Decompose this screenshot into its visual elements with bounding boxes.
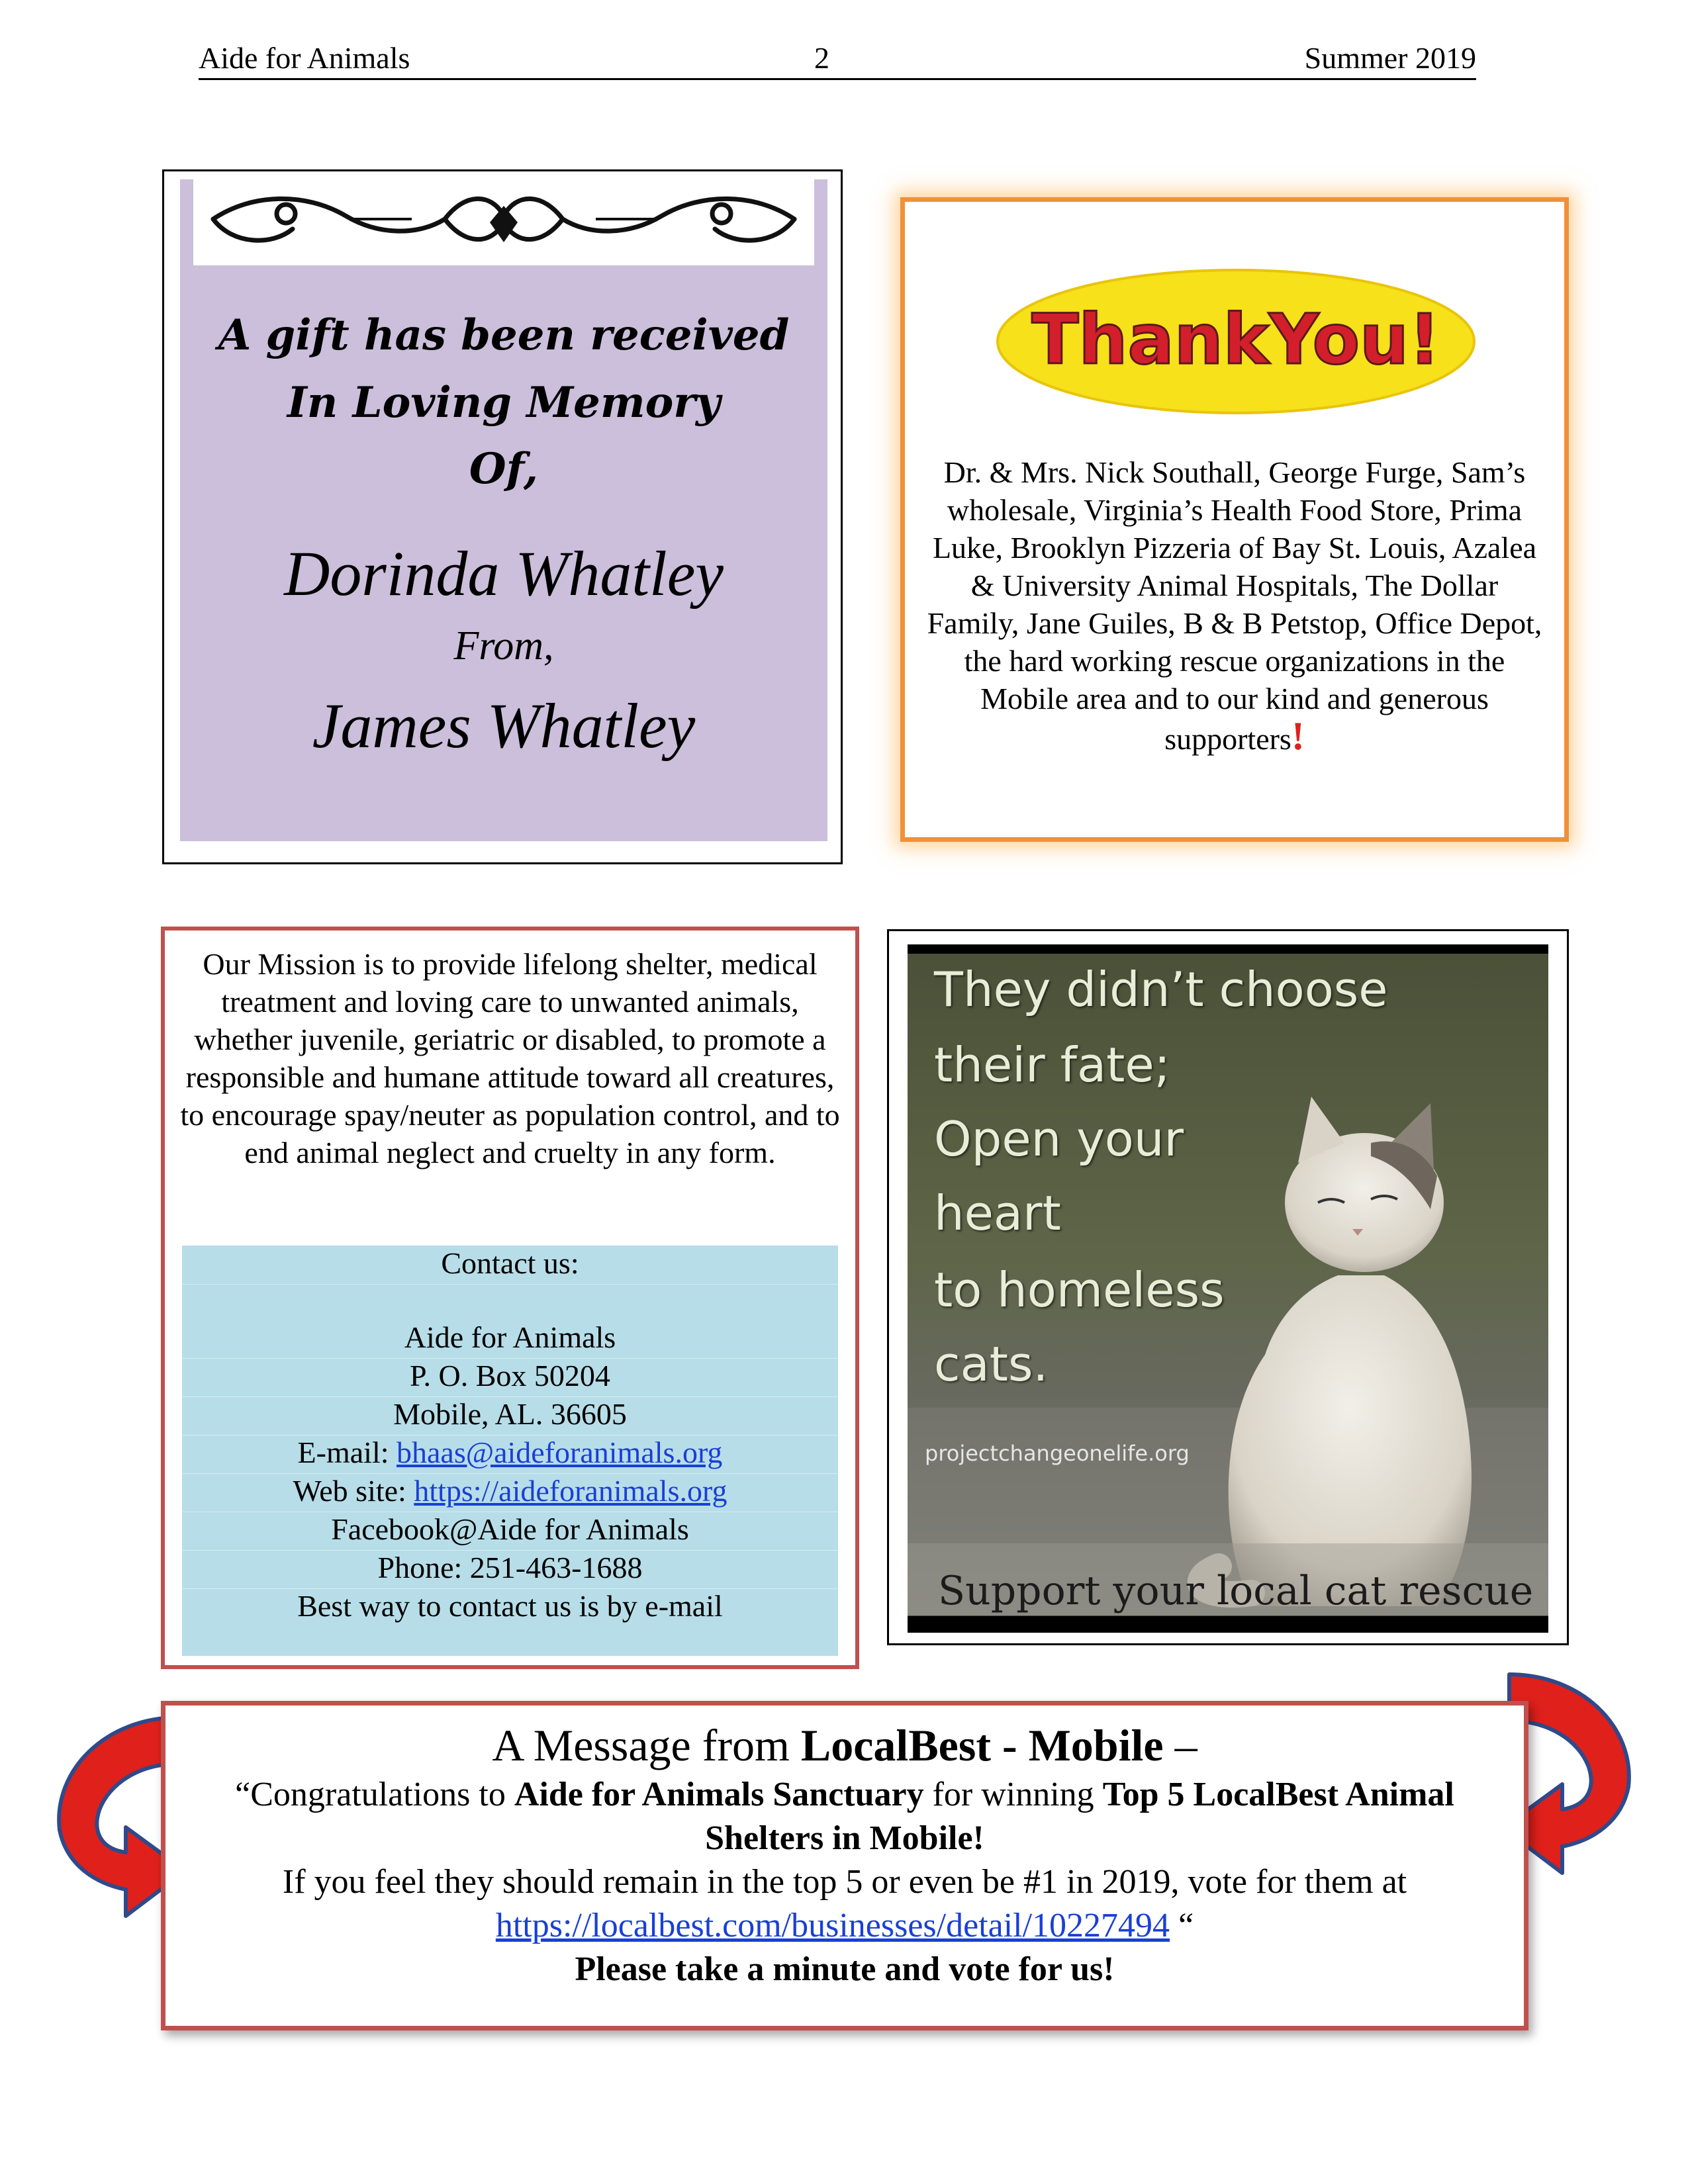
memorial-from-label: From, (453, 623, 554, 668)
poster-line-1: They didn’t choose (934, 962, 1388, 1017)
contact-org: Aide for Animals (404, 1320, 616, 1354)
poster-website: projectchangeonelife.org (925, 1441, 1190, 1466)
contact-phone: Phone: 251-463-1688 (377, 1551, 643, 1584)
running-header (199, 40, 1476, 80)
thank-you-logo-text: ThankYou! (1031, 299, 1440, 380)
message-cta: Please take a minute and vote for us! (575, 1950, 1115, 1988)
email-label: E-mail: (297, 1435, 397, 1469)
contact-note: Best way to contact us is by e-mail (297, 1589, 723, 1623)
contact-heading: Contact us: (441, 1246, 579, 1280)
poster-footer: Support your local cat rescue (938, 1568, 1534, 1614)
cat-photo (908, 944, 1548, 1633)
thank-you-list (925, 453, 1544, 758)
issue-date: Summer 2019 (1304, 41, 1476, 75)
newsletter-name: Aide for Animals (199, 41, 410, 75)
contact-city: Mobile, AL. 36605 (393, 1397, 627, 1431)
memorial-donor-name: James Whatley (312, 690, 696, 761)
memorial-honoree-name: Dorinda Whatley (284, 538, 724, 609)
poster-line-4: heart (934, 1185, 1061, 1241)
poster-line-3: Open your (934, 1111, 1184, 1167)
thank-you-logo (991, 265, 1481, 418)
localbest-vote-link[interactable]: https://localbest.com/businesses/detail/10227494 (495, 1907, 1170, 1944)
memorial-line-3: Of, (469, 444, 539, 494)
mission-statement: Our Mission is to provide lifelong shelter, medical treatment and loving care to unwanted animals, whether juvenile, geriatric or disabled, to promote a responsible and humane attitude toward all creatures, to encourage spay/neuter as population control, and to end animal neglect and cruelty in any form. (180, 947, 840, 1169)
contact-email-row (182, 1435, 838, 1470)
web-label: Web site: (293, 1474, 414, 1508)
email-link[interactable]: bhaas@aideforanimals.org (397, 1435, 723, 1469)
poster-line-5: to homeless (934, 1262, 1225, 1318)
contact-panel (182, 1246, 838, 1656)
thank-you-box (900, 197, 1569, 842)
localbest-message-box (161, 1701, 1528, 2030)
contact-po-box: P. O. Box 50204 (410, 1359, 610, 1392)
memorial-panel (180, 179, 827, 841)
message-title-bold: LocalBest - Mobile (800, 1720, 1164, 1770)
cat-rescue-poster (887, 929, 1569, 1645)
website-link[interactable]: https://aideforanimals.org (414, 1474, 727, 1508)
mission-box (161, 927, 859, 1669)
message-congratulations: “Congratulations to Aide for Animals Sanctuary for winning Top 5 LocalBest Animal Shelters in Mobile! (235, 1776, 1454, 1857)
thank-you-exclamation: ! (1291, 714, 1305, 758)
poster-line-6: cats. (934, 1336, 1049, 1392)
message-link-row: https://localbest.com/businesses/detail/10227494 “ (495, 1907, 1194, 1944)
ornamental-flourish-icon (193, 179, 814, 265)
memorial-line-1: A gift has been received (218, 310, 790, 360)
memorial-gift-box (162, 169, 843, 864)
memorial-line-2: In Loving Memory (287, 378, 721, 428)
contact-facebook: Facebook@Aide for Animals (331, 1512, 689, 1546)
poster-line-2: their fate; (934, 1037, 1170, 1093)
thank-you-text: Dr. & Mrs. Nick Southall, George Furge, Sam’s wholesale, Virginia’s Health Food Store, Prima Luke, Brooklyn Pizzeria of Bay St. Louis, Azalea & University Animal Hospitals, The Dollar Family, Jane Guiles, B & B Petstop, Office Depot, the hard working rescue organizations in the Mobile area and to our kind and generous supporters (927, 455, 1542, 756)
contact-web-row (182, 1473, 838, 1508)
message-vote-text: If you feel they should remain in the top 5 or even be #1 in 2019, vote for them at (282, 1863, 1407, 1901)
message-title: A Message from LocalBest - Mobile – (492, 1720, 1197, 1770)
page-number: 2 (814, 41, 829, 75)
